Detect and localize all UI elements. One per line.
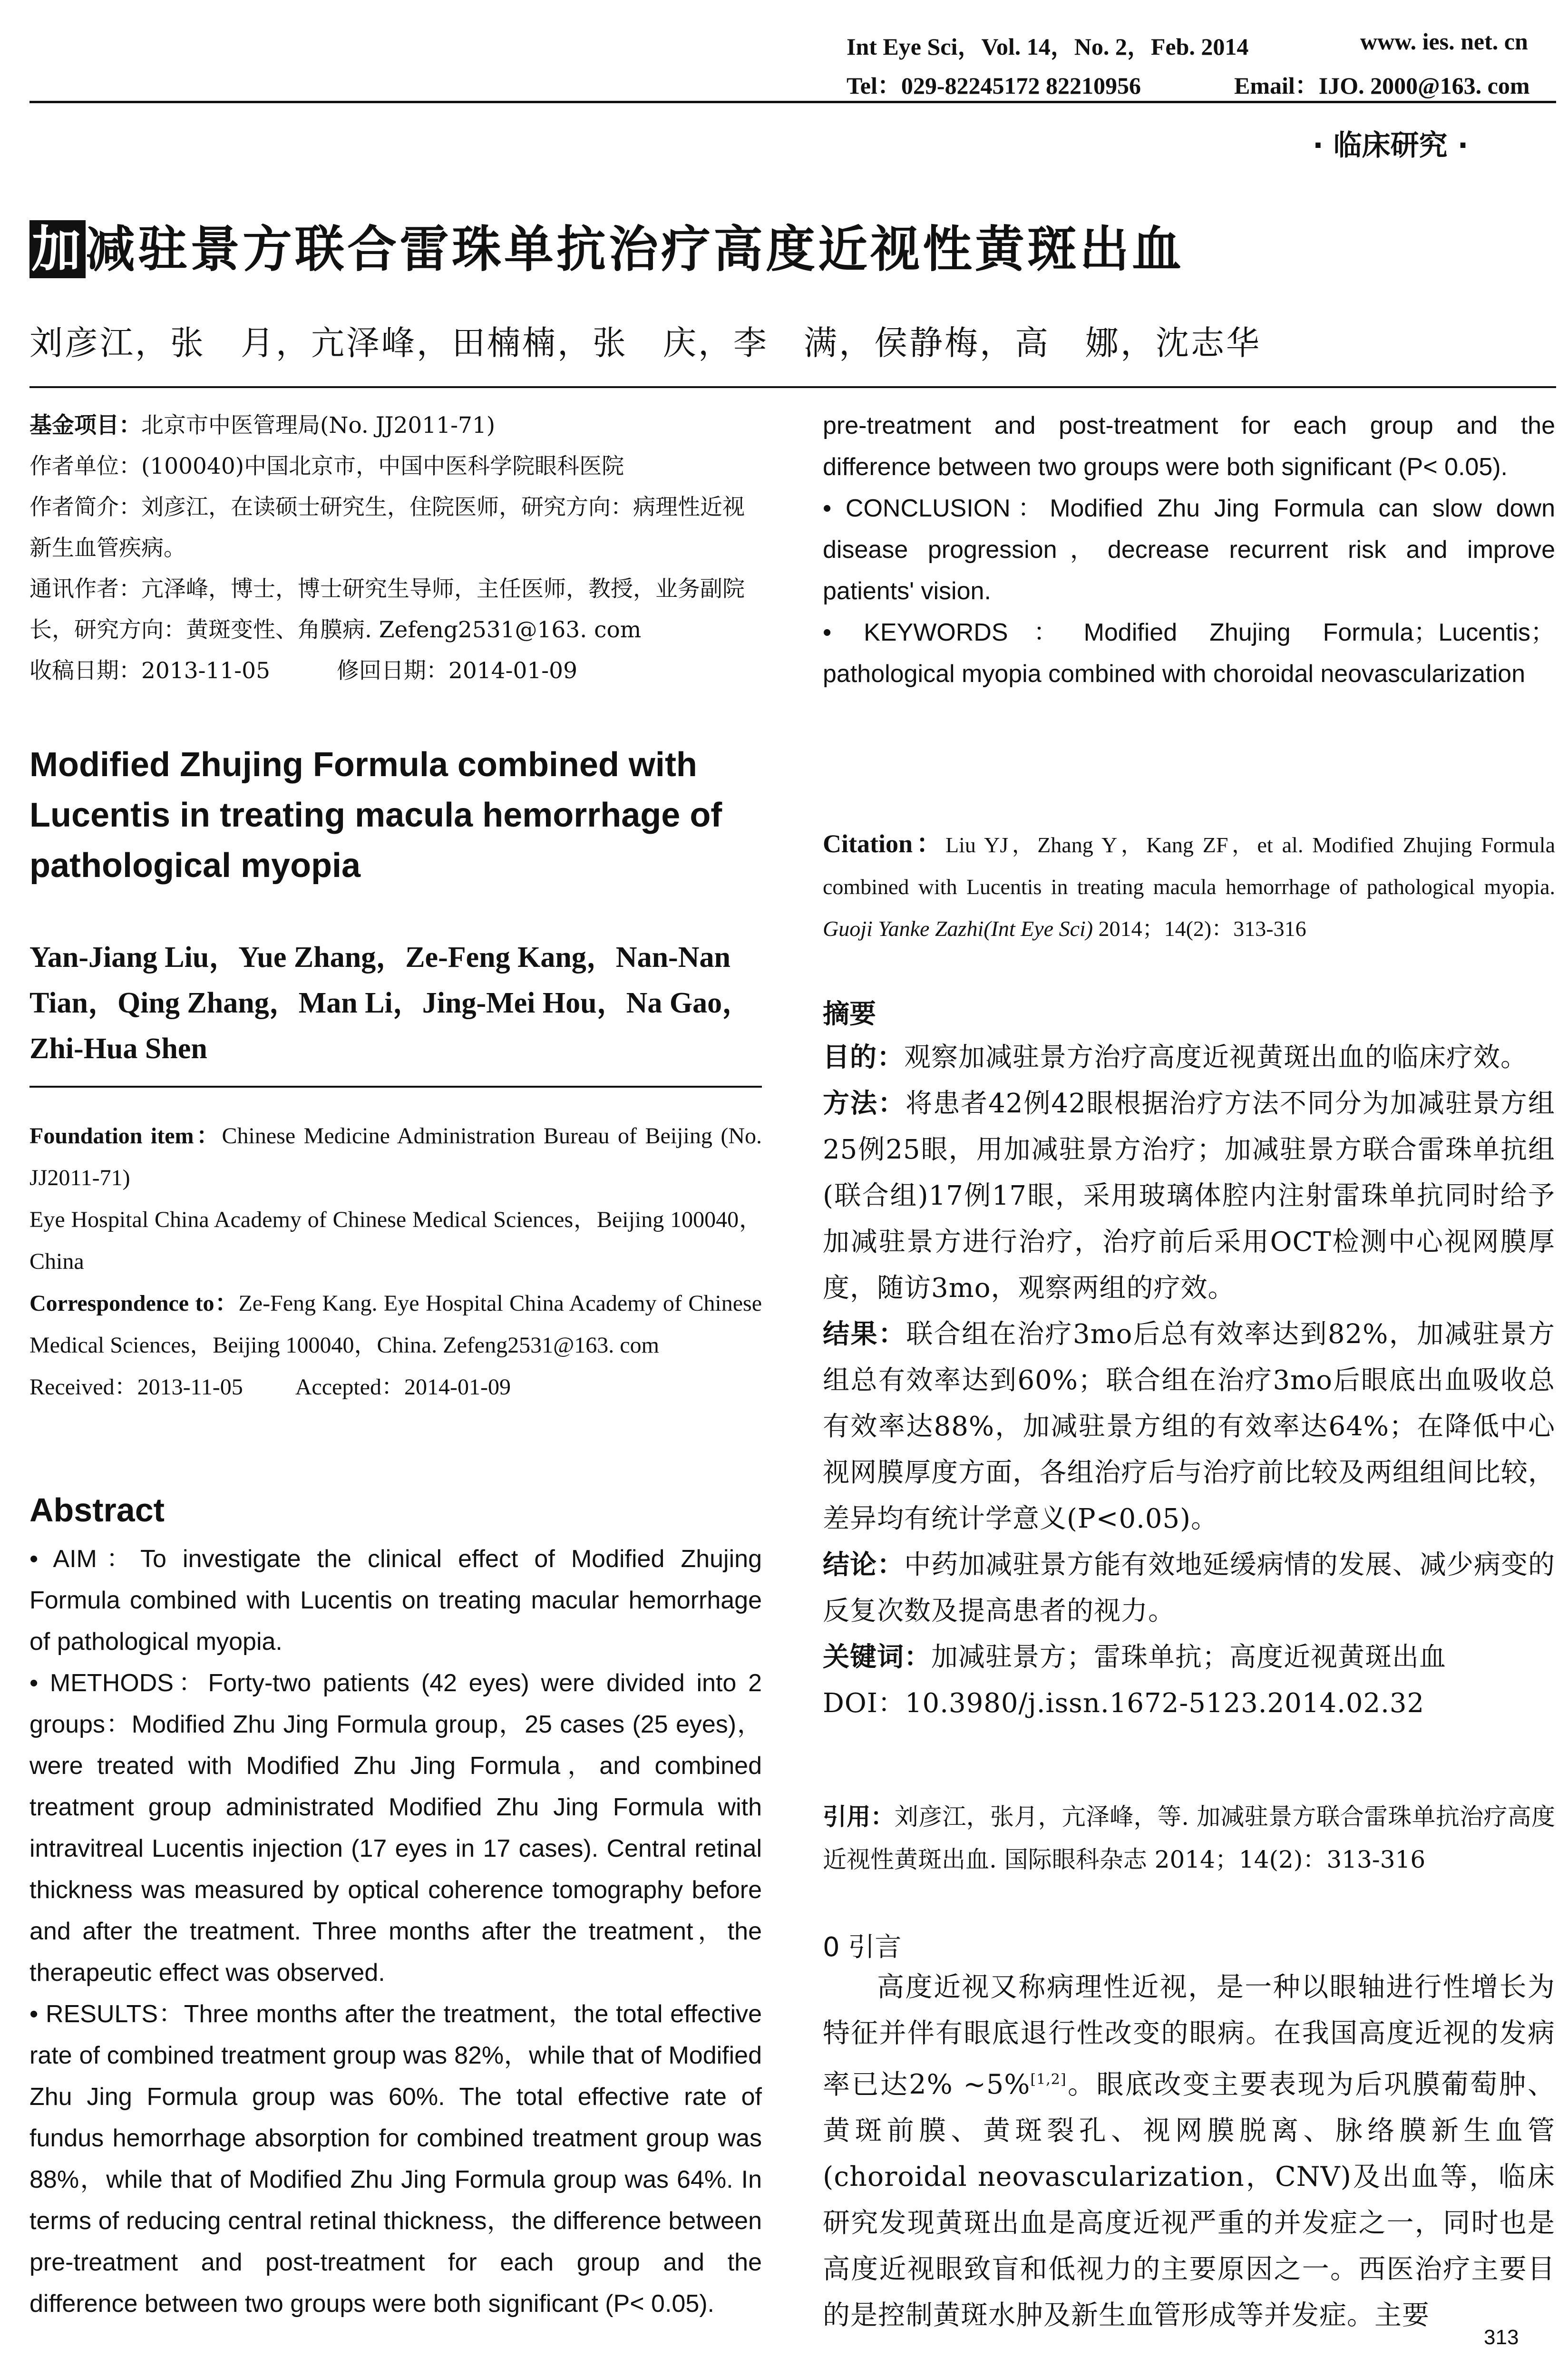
abstract-body-left — [29, 1539, 762, 2327]
info-cn — [29, 405, 762, 692]
cn-doi: DOI：10.3980/j.issn.1672-5123.2014.02.32 — [823, 1688, 1425, 1719]
header-rule — [29, 101, 1556, 103]
abstract-heading: Abstract — [29, 1491, 165, 1529]
received-cn: 收稿日期：2013-11-05 — [29, 658, 270, 684]
abstract-conclusion: • CONCLUSION：Modified Zhu Jing Formula can slow down disease progression，decrease recurrent risk and improve patients' vision. — [823, 495, 1555, 605]
cn-conclusion-label: 结论： — [823, 1549, 905, 1580]
accepted-en: Accepted：2014-01-09 — [295, 1374, 511, 1400]
intro-heading: 0 引言 — [823, 1932, 902, 1963]
citation-tail: 2014；14(2)：313-316 — [1098, 916, 1306, 941]
journal-info: Int Eye Sci，Vol. 14，No. 2，Feb. 2014 — [847, 33, 1249, 60]
fund-text: 北京市中医管理局(No. JJ2011-71) — [141, 412, 496, 438]
english-authors: Yan-Jiang Liu，Yue Zhang，Ze-Feng Kang，Nan-Nan Tian，Qing Zhang，Man Li，Jing-Mei Hou，Na Gao，Zhi-Hua Shen — [29, 941, 752, 1065]
cn-methods-label: 方法： — [823, 1088, 906, 1119]
title-highlight: 加 — [29, 220, 86, 278]
english-info — [29, 1115, 762, 1408]
bio-text: 作者简介：刘彦江，在读硕士研究生，住院医师，研究方向：病理性近视新生血管疾病。 — [29, 494, 745, 561]
corr-text: 通讯作者：亢泽峰，博士，博士研究生导师，主任医师，教授，业务副院长，研究方向：黄斑变性、角膜病. Zefeng2531@163. com — [29, 576, 745, 643]
fund-label: 基金项目： — [29, 412, 141, 438]
correspondence-text: Ze-Feng Kang. Eye Hospital China Academy of Chinese Medical Sciences，Beijing 100040，China. Zefeng2531@163. com — [29, 1291, 762, 1358]
cn-abstract-heading: 摘要 — [823, 999, 876, 1030]
article-title — [29, 209, 1184, 281]
abstract-keywords: • KEYWORDS：Modified Zhujing Formula；Lucentis；pathological myopia combined with choroidal neovascularization — [823, 619, 1555, 688]
intro-text-2: 。眼底改变主要表现为后巩膜葡萄肿、黄斑前膜、黄斑裂孔、视网膜脱离、脉络膜新生血管(choroidal neovascularization，CNV)及出血等，临床研究发现黄斑出血是高度近视严重的并发症之一，同时也是高度近视眼致盲和低视力的主要原因之一。西医治疗主要目的是控制黄斑水肿及新生血管形成等并发症。主要 — [823, 2069, 1556, 2331]
cn-methods: 将患者42例42眼根据治疗方法不同分为加减驻景方组25例25眼，用加减驻景方治疗；加减驻景方联合雷珠单抗组(联合组)17例17眼，采用玻璃体腔内注射雷珠单抗同时给予加减驻景方进行治疗，治疗前后采用OCT检测中心视网膜厚度，随访3mo，观察两组的疗效。 — [823, 1088, 1556, 1304]
abstract-aim: • AIM：To investigate the clinical effect of Modified Zhujing Formula combined with Lucentis on treating macular hemorrhage of pathological myopia. — [29, 1545, 762, 1656]
title-rule — [29, 386, 1556, 388]
revised-cn: 修回日期：2014-01-09 — [336, 658, 577, 684]
unit-text: 作者单位：(100040)中国北京市，中国中医科学院眼科医院 — [29, 453, 624, 479]
journal-website: www. ies. net. cn — [1360, 28, 1528, 55]
foundation-label: Foundation item： — [29, 1123, 222, 1149]
cn-aim-label: 目的： — [823, 1042, 904, 1073]
citation-label: Citation： — [823, 829, 945, 858]
cn-results: 联合组在治疗3mo后总有效率达到82%，加减驻景方组总有效率达到60%；联合组在治疗3mo后眼底出血吸收总有效率达88%，加减驻景方组的有效率达64%；在降低中心视网膜厚度方面，各组治疗后与治疗前比较及两组组间比较，差异均有统计学意义(P<0.05)。 — [823, 1319, 1556, 1534]
journal-tel: Tel：029-82245172 82210956 — [847, 72, 1141, 99]
journal-email: Email：IJO. 2000@163. com — [1234, 72, 1530, 99]
intro-text-1: 高度近视又称病理性近视，是一种以眼轴进行性增长为特征并伴有眼底退行性改变的眼病。在我国高度近视的发病率已达2% ~5% — [823, 1971, 1555, 2100]
citation-text: Liu YJ，Zhang Y，Kang ZF，et al. Modified Zhujing Formula combined with Lucentis in treating macula hemorrhage of pathological myopia. — [823, 833, 1555, 899]
title-text: 减驻景方联合雷珠单抗治疗高度近视性黄斑出血 — [86, 220, 1185, 278]
abstract-results-continued: pre-treatment and post-treatment for each group and the difference between two groups were both significant (P< 0.05). — [823, 412, 1555, 481]
received-en: Received：2013-11-05 — [29, 1374, 243, 1400]
citation-en — [823, 823, 1555, 950]
authors-cn: 刘彦江，张 月，亢泽峰，田楠楠，张 庆，李 满，侯静梅，高 娜，沈志华 — [29, 323, 1261, 362]
intro-body — [823, 1964, 1555, 2338]
cn-citation-label: 引用： — [823, 1803, 895, 1831]
abstract-methods: • METHODS：Forty-two patients (42 eyes) were divided into 2 groups：Modified Zhu Jing Formula group，25 cases (25 eyes)，were treated with Modified Zhu Jing Formula，and combined treatment group administrated Modified Zhu Jing Formula with intravitreal Lucentis injection (17 eyes in 17 cases). Central retinal thickness was measured by optical coherence tomography before and after the treatment. Three months after the treatment，the therapeutic effect was observed. — [29, 1669, 762, 1987]
cn-abstract-body — [823, 1034, 1555, 1726]
cn-keywords: 加减驻景方；雷珠单抗；高度近视黄斑出血 — [931, 1642, 1446, 1673]
foundation-text: Chinese Medicine Administration Bureau of Beijing (No. JJ2011-71) — [29, 1123, 762, 1190]
cn-conclusion: 中药加减驻景方能有效地延缓病情的发展、减少病变的反复次数及提高患者的视力。 — [823, 1549, 1556, 1627]
cn-citation-text: 刘彦江，张月，亢泽峰，等. 加减驻景方联合雷珠单抗治疗高度近视性黄斑出血. 国际眼科杂志 2014；14(2)：313-316 — [823, 1803, 1555, 1873]
left-rule — [29, 1086, 762, 1088]
english-title: Modified Zhujing Formula combined with Lucentis in treating macula hemorrhage of pathological myopia — [29, 746, 722, 885]
section-label: · 临床研究 · — [1313, 129, 1469, 162]
correspondence-label: Correspondence to： — [29, 1291, 239, 1316]
abstract-body-right — [823, 405, 1555, 695]
citation-journal: Guoji Yanke Zazhi(Int Eye Sci) — [823, 916, 1093, 941]
citation-cn — [823, 1795, 1555, 1881]
intro-reference: [1,2] — [1030, 2071, 1067, 2088]
abstract-results: • RESULTS：Three months after the treatment，the total effective rate of combined treatment group was 82%，while that of Modified Zhu Jing Formula group was 60%. The total effective rate of fundus hemorrhage absorption for combined treatment group was 88%，while that of Modified Zhu Jing Formula group was 64%. In terms of reducing central retinal thickness，the difference between pre-treatment and post-treatment for each group and the difference between two groups were both significant (P< 0.05). — [29, 2000, 762, 2318]
page-number: 313 — [1484, 2326, 1519, 2349]
cn-results-label: 结果： — [823, 1319, 906, 1350]
cn-aim: 观察加减驻景方治疗高度近视黄斑出血的临床疗效。 — [904, 1042, 1528, 1073]
cn-keywords-label: 关键词： — [823, 1642, 931, 1673]
affiliation-text: Eye Hospital China Academy of Chinese Medical Sciences，Beijing 100040，China — [29, 1207, 762, 1274]
